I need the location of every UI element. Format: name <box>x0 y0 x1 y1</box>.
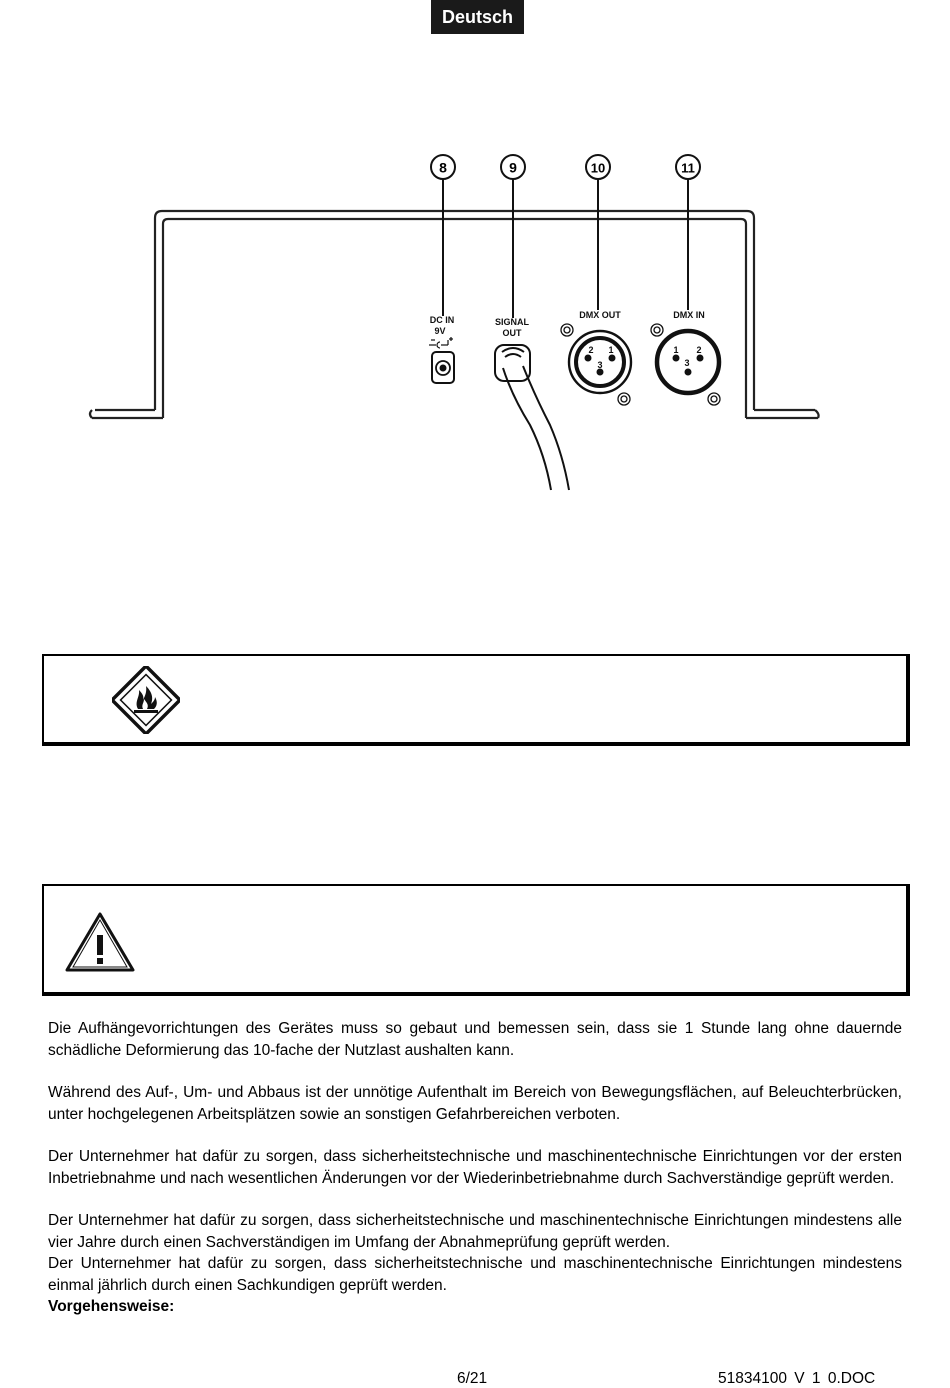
callout-10 <box>586 155 610 179</box>
dc-in-voltage-label: 9V <box>434 326 446 336</box>
svg-text:1: 1 <box>673 345 679 355</box>
polarity-icon <box>429 337 453 348</box>
svg-text:3: 3 <box>597 360 603 370</box>
svg-text:2: 2 <box>588 345 594 355</box>
fire-hazard-icon <box>112 666 180 734</box>
body-text <box>48 1018 902 1318</box>
signal-out-label: SIGNAL <box>494 317 530 327</box>
callout-11 <box>676 155 700 179</box>
svg-text:8: 8 <box>439 159 447 176</box>
svg-text:2: 2 <box>696 345 702 355</box>
rear-panel-diagram <box>0 140 950 500</box>
paragraph: Der Unternehmer hat dafür zu sorgen, dass sicherheitstechnische und maschinentechnische Einrichtungen mindestens alle vier Jahre durch einen Sachverständigen im Umfang der Abnahmeprüfung geprüft werden. <box>48 1212 902 1251</box>
paragraph: Der Unternehmer hat dafür zu sorgen, dass sicherheitstechnische und maschinentechnische Einrichtungen vor der ersten Inbetriebnahme und nach wesentlichen Änderungen vor der Wiederinbetriebnahme durch Sachverständige geprüft werden. <box>48 1148 902 1187</box>
language-badge: Deutsch <box>431 0 524 34</box>
section-heading: Vorgehensweise: <box>48 1298 175 1315</box>
dc-in-label: DC IN <box>429 315 455 325</box>
housing-inner <box>163 219 746 418</box>
signal-out-label-2: OUT <box>502 328 522 338</box>
warning-box <box>42 884 910 996</box>
dmx-out-label: DMX OUT <box>579 310 621 320</box>
svg-text:11: 11 <box>681 160 695 176</box>
paragraph: Die Aufhängevorrichtungen des Gerätes muss so gebaut und bemessen sein, dass sie 1 Stunde lang ohne dauernde schädliche Deformierung das 10-fache der Nutzlast aushalten kann. <box>48 1020 902 1059</box>
paragraph: Der Unternehmer hat dafür zu sorgen, dass sicherheitstechnische und maschinentechnische Einrichtungen mindestens einmal jährlich durch einen Sachkundigen geprüft werden. <box>48 1255 902 1294</box>
paragraph: Während des Auf-, Um- und Abbaus ist der unnötige Aufenthalt im Bereich von Bewegungsflächen, auf Beleuchterbrücken, unter hochgelegenen Arbeitsplätzen sowie an sonstigen Gefahrbereichen verboten. <box>48 1084 902 1123</box>
svg-text:1: 1 <box>608 345 614 355</box>
dc-jack <box>432 352 454 383</box>
document-id: 51834100 V 1 0.DOC <box>718 1370 876 1387</box>
svg-text:10: 10 <box>590 160 606 176</box>
fire-hazard-box <box>42 654 910 746</box>
svg-text:9: 9 <box>509 159 517 176</box>
warning-triangle-icon <box>64 910 136 974</box>
callout-8 <box>431 155 455 179</box>
signal-out-socket <box>495 345 569 490</box>
callout-9 <box>501 155 525 179</box>
svg-text:3: 3 <box>684 358 690 368</box>
dmx-in-label: DMX IN <box>673 310 705 320</box>
